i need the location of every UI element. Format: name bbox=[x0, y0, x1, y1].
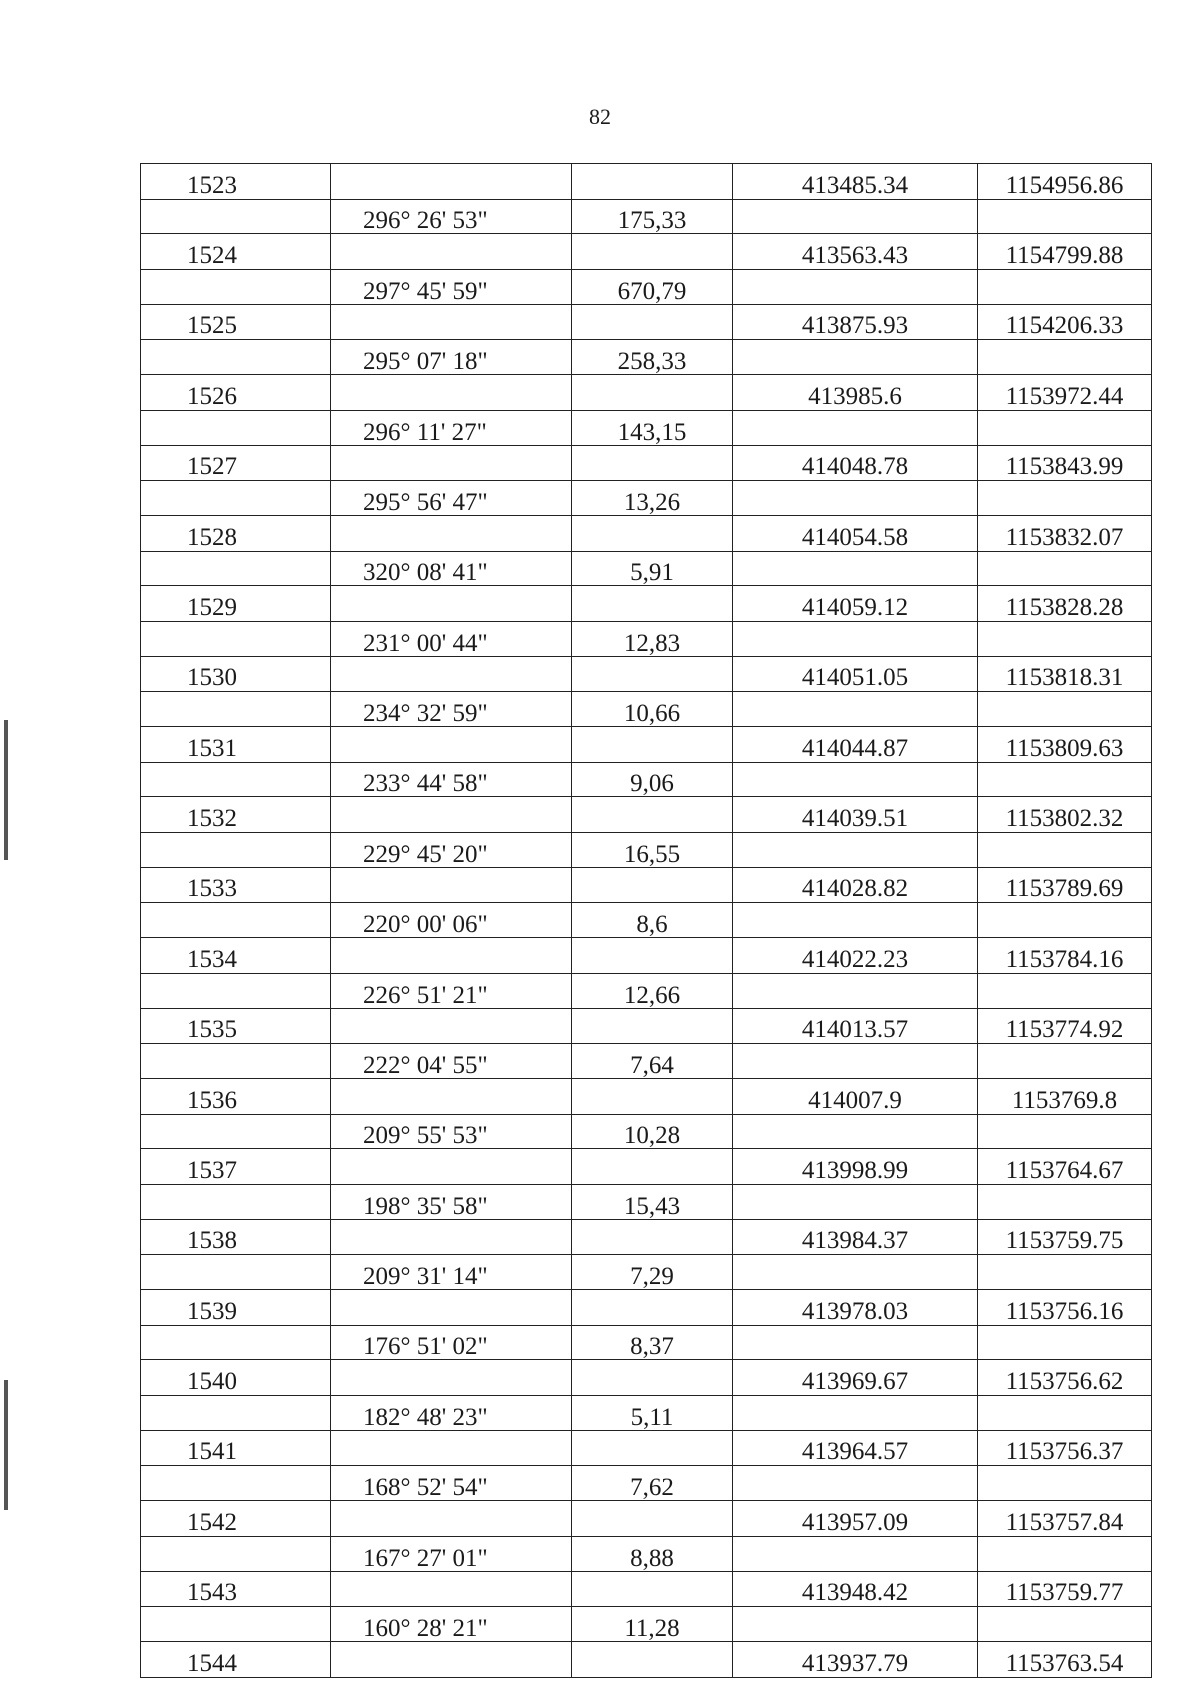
direction-angle-cell: 220° 00' 06" bbox=[331, 903, 572, 938]
direction-angle-cell bbox=[331, 1641, 572, 1677]
x-coordinate-cell: 413964.57 bbox=[733, 1430, 978, 1466]
point-number-cell: 1529 bbox=[141, 586, 331, 622]
y-coordinate-cell: 1154206.33 bbox=[978, 304, 1152, 340]
x-coordinate-cell bbox=[733, 833, 978, 868]
y-coordinate-cell: 1154956.86 bbox=[978, 164, 1152, 200]
segment-row bbox=[141, 1044, 1152, 1079]
direction-angle-cell bbox=[331, 938, 572, 974]
y-coordinate-cell bbox=[978, 621, 1152, 656]
x-coordinate-cell: 414051.05 bbox=[733, 656, 978, 692]
x-coordinate-cell bbox=[733, 762, 978, 797]
distance-cell bbox=[572, 234, 733, 270]
distance-cell bbox=[572, 656, 733, 692]
distance-cell bbox=[572, 867, 733, 903]
y-coordinate-cell: 1153759.75 bbox=[978, 1219, 1152, 1255]
segment-row bbox=[141, 833, 1152, 868]
y-coordinate-cell bbox=[978, 762, 1152, 797]
point-number-cell bbox=[141, 1044, 331, 1079]
point-number-cell: 1526 bbox=[141, 375, 331, 411]
point-number-cell bbox=[141, 903, 331, 938]
distance-cell: 15,43 bbox=[572, 1184, 733, 1219]
direction-angle-cell bbox=[331, 586, 572, 622]
direction-angle-cell bbox=[331, 445, 572, 481]
y-coordinate-cell: 1153759.77 bbox=[978, 1571, 1152, 1607]
point-number-cell bbox=[141, 762, 331, 797]
x-coordinate-cell: 413984.37 bbox=[733, 1219, 978, 1255]
x-coordinate-cell bbox=[733, 903, 978, 938]
point-number-cell bbox=[141, 833, 331, 868]
x-coordinate-cell bbox=[733, 1255, 978, 1290]
segment-row bbox=[141, 692, 1152, 727]
distance-cell: 7,62 bbox=[572, 1466, 733, 1501]
direction-angle-cell bbox=[331, 234, 572, 270]
point-number-cell: 1535 bbox=[141, 1008, 331, 1044]
point-number-cell bbox=[141, 973, 331, 1008]
x-coordinate-cell: 414048.78 bbox=[733, 445, 978, 481]
distance-cell bbox=[572, 1078, 733, 1114]
direction-angle-cell bbox=[331, 727, 572, 763]
direction-angle-cell: 320° 08' 41" bbox=[331, 551, 572, 586]
segment-row bbox=[141, 973, 1152, 1008]
x-coordinate-cell: 413998.99 bbox=[733, 1149, 978, 1185]
point-row bbox=[141, 1008, 1152, 1044]
segment-row bbox=[141, 270, 1152, 305]
y-coordinate-cell bbox=[978, 551, 1152, 586]
direction-angle-cell bbox=[331, 1430, 572, 1466]
x-coordinate-cell: 413957.09 bbox=[733, 1501, 978, 1537]
x-coordinate-cell bbox=[733, 1044, 978, 1079]
direction-angle-cell: 297° 45' 59" bbox=[331, 270, 572, 305]
y-coordinate-cell bbox=[978, 1466, 1152, 1501]
segment-row bbox=[141, 1255, 1152, 1290]
x-coordinate-cell bbox=[733, 973, 978, 1008]
point-number-cell: 1539 bbox=[141, 1290, 331, 1326]
x-coordinate-cell: 413937.79 bbox=[733, 1641, 978, 1677]
direction-angle-cell bbox=[331, 797, 572, 833]
direction-angle-cell bbox=[331, 304, 572, 340]
y-coordinate-cell bbox=[978, 199, 1152, 234]
segment-row bbox=[141, 1466, 1152, 1501]
y-coordinate-cell: 1153756.62 bbox=[978, 1360, 1152, 1396]
point-number-cell: 1534 bbox=[141, 938, 331, 974]
segment-row bbox=[141, 199, 1152, 234]
y-coordinate-cell bbox=[978, 1536, 1152, 1571]
direction-angle-cell bbox=[331, 1219, 572, 1255]
distance-cell bbox=[572, 445, 733, 481]
distance-cell bbox=[572, 1008, 733, 1044]
distance-cell bbox=[572, 1501, 733, 1537]
direction-angle-cell bbox=[331, 515, 572, 551]
y-coordinate-cell: 1153809.63 bbox=[978, 727, 1152, 763]
distance-cell bbox=[572, 1290, 733, 1326]
point-number-cell: 1537 bbox=[141, 1149, 331, 1185]
x-coordinate-cell: 414039.51 bbox=[733, 797, 978, 833]
point-number-cell bbox=[141, 551, 331, 586]
distance-cell bbox=[572, 1149, 733, 1185]
segment-row bbox=[141, 1325, 1152, 1360]
distance-cell: 10,28 bbox=[572, 1114, 733, 1149]
direction-angle-cell: 229° 45' 20" bbox=[331, 833, 572, 868]
distance-cell: 258,33 bbox=[572, 340, 733, 375]
point-row bbox=[141, 375, 1152, 411]
x-coordinate-cell: 414028.82 bbox=[733, 867, 978, 903]
distance-cell: 13,26 bbox=[572, 481, 733, 516]
point-row bbox=[141, 515, 1152, 551]
y-coordinate-cell bbox=[978, 1396, 1152, 1431]
distance-cell: 10,66 bbox=[572, 692, 733, 727]
direction-angle-cell: 176° 51' 02" bbox=[331, 1325, 572, 1360]
distance-cell bbox=[572, 797, 733, 833]
x-coordinate-cell: 413969.67 bbox=[733, 1360, 978, 1396]
point-number-cell bbox=[141, 621, 331, 656]
direction-angle-cell bbox=[331, 164, 572, 200]
x-coordinate-cell: 414044.87 bbox=[733, 727, 978, 763]
distance-cell bbox=[572, 1571, 733, 1607]
y-coordinate-cell: 1153769.8 bbox=[978, 1078, 1152, 1114]
point-number-cell: 1524 bbox=[141, 234, 331, 270]
distance-cell: 12,83 bbox=[572, 621, 733, 656]
direction-angle-cell: 226° 51' 21" bbox=[331, 973, 572, 1008]
segment-row bbox=[141, 1396, 1152, 1431]
point-number-cell: 1530 bbox=[141, 656, 331, 692]
point-number-cell bbox=[141, 692, 331, 727]
x-coordinate-cell: 413875.93 bbox=[733, 304, 978, 340]
point-row bbox=[141, 727, 1152, 763]
distance-cell: 11,28 bbox=[572, 1607, 733, 1642]
y-coordinate-cell bbox=[978, 692, 1152, 727]
point-row bbox=[141, 234, 1152, 270]
x-coordinate-cell bbox=[733, 1536, 978, 1571]
direction-angle-cell: 198° 35' 58" bbox=[331, 1184, 572, 1219]
segment-row bbox=[141, 410, 1152, 445]
x-coordinate-cell: 414013.57 bbox=[733, 1008, 978, 1044]
point-row bbox=[141, 1501, 1152, 1537]
point-number-cell: 1538 bbox=[141, 1219, 331, 1255]
direction-angle-cell: 160° 28' 21" bbox=[331, 1607, 572, 1642]
point-row bbox=[141, 1290, 1152, 1326]
y-coordinate-cell: 1153756.37 bbox=[978, 1430, 1152, 1466]
distance-cell bbox=[572, 375, 733, 411]
y-coordinate-cell bbox=[978, 1607, 1152, 1642]
direction-angle-cell: 168° 52' 54" bbox=[331, 1466, 572, 1501]
point-number-cell bbox=[141, 1184, 331, 1219]
distance-cell bbox=[572, 938, 733, 974]
direction-angle-cell bbox=[331, 1290, 572, 1326]
y-coordinate-cell: 1153757.84 bbox=[978, 1501, 1152, 1537]
direction-angle-cell bbox=[331, 867, 572, 903]
y-coordinate-cell bbox=[978, 1325, 1152, 1360]
y-coordinate-cell: 1153763.54 bbox=[978, 1641, 1152, 1677]
direction-angle-cell: 296° 11' 27" bbox=[331, 410, 572, 445]
segment-row bbox=[141, 903, 1152, 938]
y-coordinate-cell bbox=[978, 1044, 1152, 1079]
direction-angle-cell: 295° 07' 18" bbox=[331, 340, 572, 375]
y-coordinate-cell: 1153972.44 bbox=[978, 375, 1152, 411]
x-coordinate-cell bbox=[733, 410, 978, 445]
x-coordinate-cell bbox=[733, 551, 978, 586]
distance-cell: 7,29 bbox=[572, 1255, 733, 1290]
distance-cell: 8,88 bbox=[572, 1536, 733, 1571]
x-coordinate-cell bbox=[733, 1184, 978, 1219]
direction-angle-cell bbox=[331, 1360, 572, 1396]
point-number-cell: 1542 bbox=[141, 1501, 331, 1537]
point-number-cell: 1532 bbox=[141, 797, 331, 833]
direction-angle-cell: 209° 31' 14" bbox=[331, 1255, 572, 1290]
y-coordinate-cell bbox=[978, 410, 1152, 445]
x-coordinate-cell bbox=[733, 481, 978, 516]
x-coordinate-cell: 414007.9 bbox=[733, 1078, 978, 1114]
point-row bbox=[141, 867, 1152, 903]
segment-row bbox=[141, 340, 1152, 375]
direction-angle-cell bbox=[331, 656, 572, 692]
direction-angle-cell bbox=[331, 1501, 572, 1537]
point-number-cell: 1543 bbox=[141, 1571, 331, 1607]
direction-angle-cell: 182° 48' 23" bbox=[331, 1396, 572, 1431]
y-coordinate-cell bbox=[978, 481, 1152, 516]
point-number-cell: 1527 bbox=[141, 445, 331, 481]
point-row bbox=[141, 1078, 1152, 1114]
direction-angle-cell: 209° 55' 53" bbox=[331, 1114, 572, 1149]
x-coordinate-cell: 413985.6 bbox=[733, 375, 978, 411]
direction-angle-cell: 234° 32' 59" bbox=[331, 692, 572, 727]
direction-angle-cell bbox=[331, 1008, 572, 1044]
x-coordinate-cell: 413948.42 bbox=[733, 1571, 978, 1607]
point-row bbox=[141, 1149, 1152, 1185]
y-coordinate-cell: 1153789.69 bbox=[978, 867, 1152, 903]
y-coordinate-cell: 1153832.07 bbox=[978, 515, 1152, 551]
direction-angle-cell: 167° 27' 01" bbox=[331, 1536, 572, 1571]
point-row bbox=[141, 1430, 1152, 1466]
y-coordinate-cell bbox=[978, 340, 1152, 375]
distance-cell: 8,6 bbox=[572, 903, 733, 938]
point-row bbox=[141, 164, 1152, 200]
page-number: 82 bbox=[589, 104, 611, 129]
y-coordinate-cell bbox=[978, 1255, 1152, 1290]
point-number-cell bbox=[141, 410, 331, 445]
point-number-cell bbox=[141, 1536, 331, 1571]
point-row bbox=[141, 1571, 1152, 1607]
distance-cell bbox=[572, 515, 733, 551]
distance-cell: 143,15 bbox=[572, 410, 733, 445]
y-coordinate-cell bbox=[978, 1184, 1152, 1219]
distance-cell: 5,11 bbox=[572, 1396, 733, 1431]
point-number-cell: 1533 bbox=[141, 867, 331, 903]
y-coordinate-cell bbox=[978, 973, 1152, 1008]
direction-angle-cell bbox=[331, 1571, 572, 1607]
point-row bbox=[141, 1219, 1152, 1255]
scan-margin-mark bbox=[4, 1380, 8, 1510]
point-row bbox=[141, 938, 1152, 974]
distance-cell bbox=[572, 1641, 733, 1677]
point-number-cell bbox=[141, 1255, 331, 1290]
point-number-cell: 1523 bbox=[141, 164, 331, 200]
distance-cell: 175,33 bbox=[572, 199, 733, 234]
coordinate-table-body bbox=[141, 164, 1152, 1678]
distance-cell bbox=[572, 586, 733, 622]
x-coordinate-cell bbox=[733, 199, 978, 234]
distance-cell bbox=[572, 1219, 733, 1255]
distance-cell: 8,37 bbox=[572, 1325, 733, 1360]
segment-row bbox=[141, 551, 1152, 586]
segment-row bbox=[141, 1184, 1152, 1219]
point-number-cell bbox=[141, 1607, 331, 1642]
x-coordinate-cell: 413563.43 bbox=[733, 234, 978, 270]
distance-cell bbox=[572, 727, 733, 763]
y-coordinate-cell: 1153828.28 bbox=[978, 586, 1152, 622]
x-coordinate-cell: 414059.12 bbox=[733, 586, 978, 622]
direction-angle-cell: 231° 00' 44" bbox=[331, 621, 572, 656]
point-row bbox=[141, 797, 1152, 833]
x-coordinate-cell: 414054.58 bbox=[733, 515, 978, 551]
direction-angle-cell: 295° 56' 47" bbox=[331, 481, 572, 516]
point-number-cell bbox=[141, 1396, 331, 1431]
distance-cell: 5,91 bbox=[572, 551, 733, 586]
point-number-cell: 1536 bbox=[141, 1078, 331, 1114]
x-coordinate-cell bbox=[733, 270, 978, 305]
point-number-cell bbox=[141, 1114, 331, 1149]
y-coordinate-cell bbox=[978, 903, 1152, 938]
y-coordinate-cell: 1153756.16 bbox=[978, 1290, 1152, 1326]
x-coordinate-cell bbox=[733, 1114, 978, 1149]
x-coordinate-cell bbox=[733, 1607, 978, 1642]
point-number-cell bbox=[141, 270, 331, 305]
y-coordinate-cell: 1153843.99 bbox=[978, 445, 1152, 481]
x-coordinate-cell bbox=[733, 340, 978, 375]
point-row bbox=[141, 1641, 1152, 1677]
y-coordinate-cell: 1154799.88 bbox=[978, 234, 1152, 270]
point-number-cell bbox=[141, 481, 331, 516]
point-row bbox=[141, 304, 1152, 340]
distance-cell: 7,64 bbox=[572, 1044, 733, 1079]
distance-cell: 16,55 bbox=[572, 833, 733, 868]
coordinate-table bbox=[140, 163, 1152, 1678]
distance-cell bbox=[572, 164, 733, 200]
segment-row bbox=[141, 762, 1152, 797]
y-coordinate-cell bbox=[978, 1114, 1152, 1149]
point-number-cell: 1544 bbox=[141, 1641, 331, 1677]
x-coordinate-cell bbox=[733, 1325, 978, 1360]
direction-angle-cell: 233° 44' 58" bbox=[331, 762, 572, 797]
x-coordinate-cell: 413978.03 bbox=[733, 1290, 978, 1326]
x-coordinate-cell: 413485.34 bbox=[733, 164, 978, 200]
point-number-cell: 1540 bbox=[141, 1360, 331, 1396]
point-row bbox=[141, 1360, 1152, 1396]
distance-cell bbox=[572, 304, 733, 340]
y-coordinate-cell bbox=[978, 270, 1152, 305]
y-coordinate-cell: 1153818.31 bbox=[978, 656, 1152, 692]
scan-margin-mark bbox=[4, 720, 8, 860]
point-number-cell: 1525 bbox=[141, 304, 331, 340]
distance-cell bbox=[572, 1430, 733, 1466]
x-coordinate-cell bbox=[733, 1396, 978, 1431]
point-number-cell bbox=[141, 340, 331, 375]
segment-row bbox=[141, 1607, 1152, 1642]
y-coordinate-cell: 1153764.67 bbox=[978, 1149, 1152, 1185]
point-number-cell bbox=[141, 199, 331, 234]
segment-row bbox=[141, 621, 1152, 656]
x-coordinate-cell bbox=[733, 621, 978, 656]
x-coordinate-cell bbox=[733, 1466, 978, 1501]
point-row bbox=[141, 586, 1152, 622]
y-coordinate-cell: 1153802.32 bbox=[978, 797, 1152, 833]
direction-angle-cell: 222° 04' 55" bbox=[331, 1044, 572, 1079]
distance-cell: 9,06 bbox=[572, 762, 733, 797]
point-row bbox=[141, 656, 1152, 692]
distance-cell: 670,79 bbox=[572, 270, 733, 305]
point-number-cell bbox=[141, 1466, 331, 1501]
distance-cell bbox=[572, 1360, 733, 1396]
point-number-cell bbox=[141, 1325, 331, 1360]
segment-row bbox=[141, 1114, 1152, 1149]
point-number-cell: 1541 bbox=[141, 1430, 331, 1466]
y-coordinate-cell: 1153784.16 bbox=[978, 938, 1152, 974]
distance-cell: 12,66 bbox=[572, 973, 733, 1008]
direction-angle-cell: 296° 26' 53" bbox=[331, 199, 572, 234]
y-coordinate-cell: 1153774.92 bbox=[978, 1008, 1152, 1044]
point-number-cell: 1531 bbox=[141, 727, 331, 763]
point-row bbox=[141, 445, 1152, 481]
segment-row bbox=[141, 1536, 1152, 1571]
x-coordinate-cell: 414022.23 bbox=[733, 938, 978, 974]
direction-angle-cell bbox=[331, 1149, 572, 1185]
x-coordinate-cell bbox=[733, 692, 978, 727]
direction-angle-cell bbox=[331, 1078, 572, 1114]
y-coordinate-cell bbox=[978, 833, 1152, 868]
segment-row bbox=[141, 481, 1152, 516]
point-number-cell: 1528 bbox=[141, 515, 331, 551]
direction-angle-cell bbox=[331, 375, 572, 411]
